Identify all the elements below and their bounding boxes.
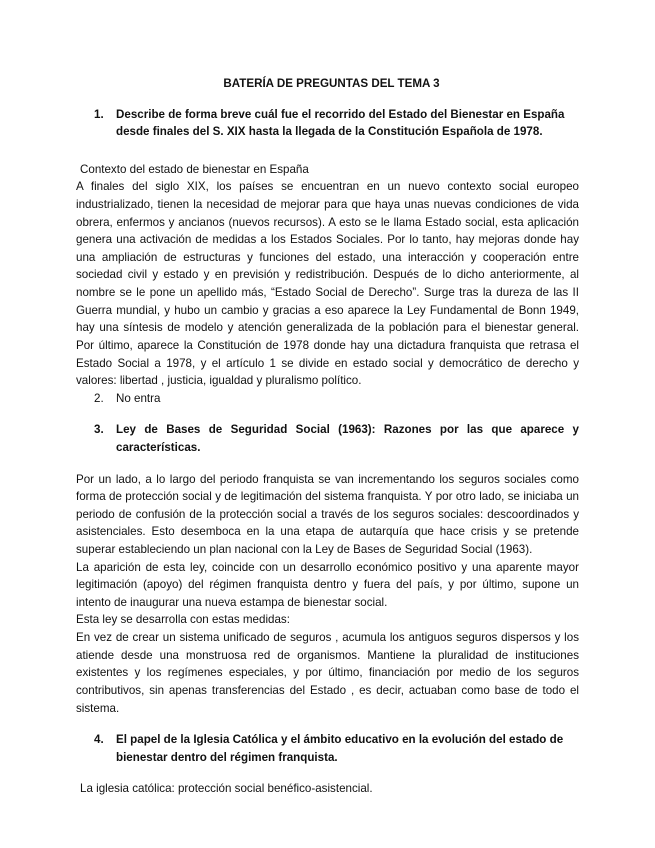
question-2 <box>76 390 579 408</box>
spacer <box>76 766 579 780</box>
answer-3-paragraph-2: La aparición de esta ley, coincide con un desarrollo económico positivo y una aparente mayor legitimación (apoyo) del régimen franquista dentro y fuera del país, y por último, supone un intento de inaugurar una nueva estampa de bienestar social. <box>76 560 579 609</box>
question-2-text: No entra <box>116 391 161 405</box>
question-2-number: 2. <box>94 391 104 405</box>
spacer <box>76 717 579 731</box>
question-3-number: 3. <box>94 423 104 437</box>
question-1-text: Describe de forma breve cuál fue el recorrido del Estado del Bienestar en España desde finales del S. XIX hasta la llegada de la Constitución Española de 1978. <box>116 107 565 139</box>
page-title: BATERÍA DE PREGUNTAS DEL TEMA 3 <box>223 77 440 90</box>
answer-3-paragraph-4: En vez de crear un sistema unificado de seguros , acumula los antiguos seguros dispersos y los atiende desde una monstruosa red de organismos. Mantiene la pluralidad de instituciones existentes y los regímenes especiales, y por último, financiación por medio de los seguros contributivos, sin apenas transferencias del Estado , es decir, actuaban como base de todo el sistema. <box>76 631 579 715</box>
spacer <box>76 457 579 471</box>
question-4-number: 4. <box>94 733 104 747</box>
question-1 <box>76 106 579 141</box>
spacer <box>76 407 579 421</box>
question-1-number: 1. <box>94 107 104 121</box>
answer-1-heading: Contexto del estado de bienestar en España <box>80 162 309 176</box>
answer-3-paragraph-1: Por un lado, a lo largo del periodo franquista se van incrementando los seguros sociales como forma de protección social y de legitimación del sistema franquista. Y por otro lado, se iniciaba un periodo de confusión de la protección social a través de los seguros sociales: descoordinados y asistenciales. Esto desemboca en la una etapa de autarquía que hace crisis y se pretende superar estableciendo un plan nacional con la Ley de Bases de Seguridad Social (1963). <box>76 472 579 557</box>
question-3 <box>76 421 579 456</box>
answer-3-paragraph-3: Esta ley se desarrolla con estas medidas: <box>76 613 290 627</box>
answer-4-paragraph-1: La iglesia católica: protección social benéfico-asistencial. <box>80 782 373 796</box>
question-4-text: El papel de la Iglesia Católica y el ámbito educativo en la evolución del estado de bienestar dentro del régimen franquista. <box>116 733 564 764</box>
question-3-text: Ley de Bases de Seguridad Social (1963): Razones por las que aparece y características. <box>116 423 579 454</box>
question-4 <box>76 731 579 766</box>
answer-1-body: A finales del siglo XIX, los países se encuentran en un nuevo contexto social europeo industrializado, tienen la necesidad de mejorar para que haya unas nuevas condiciones de vida obrera, enfermos y ancianos (nuevos recursos). A esto se le llama Estado social, esta aplicación genera una activación de medidas a los Estados Sociales. Por lo tanto, hay mejoras donde hay una ampliación de estructuras y funciones del estado, una interacción y cooperación entre sociedad civil y estado y en previsión y redistribución. Después de lo dicho anteriormente, al nombre se le pone un apellido más, “Estado Social de Derecho”. Surge tras la dureza de las II Guerra mundial, y hubo un cambio y gracias a eso aparece la Ley Fundamental de Bonn 1949, hay una síntesis de modelo y atención generalizada de la población para el bienestar general. Por último, aparece la Constitución de 1978 donde hay una dictadura franquista que retrasa el Estado Social a 1978, y el artículo 1 se divide en estado social y democrático de derecho y valores: libertad , justicia, igualdad y pluralismo político. <box>76 180 579 388</box>
